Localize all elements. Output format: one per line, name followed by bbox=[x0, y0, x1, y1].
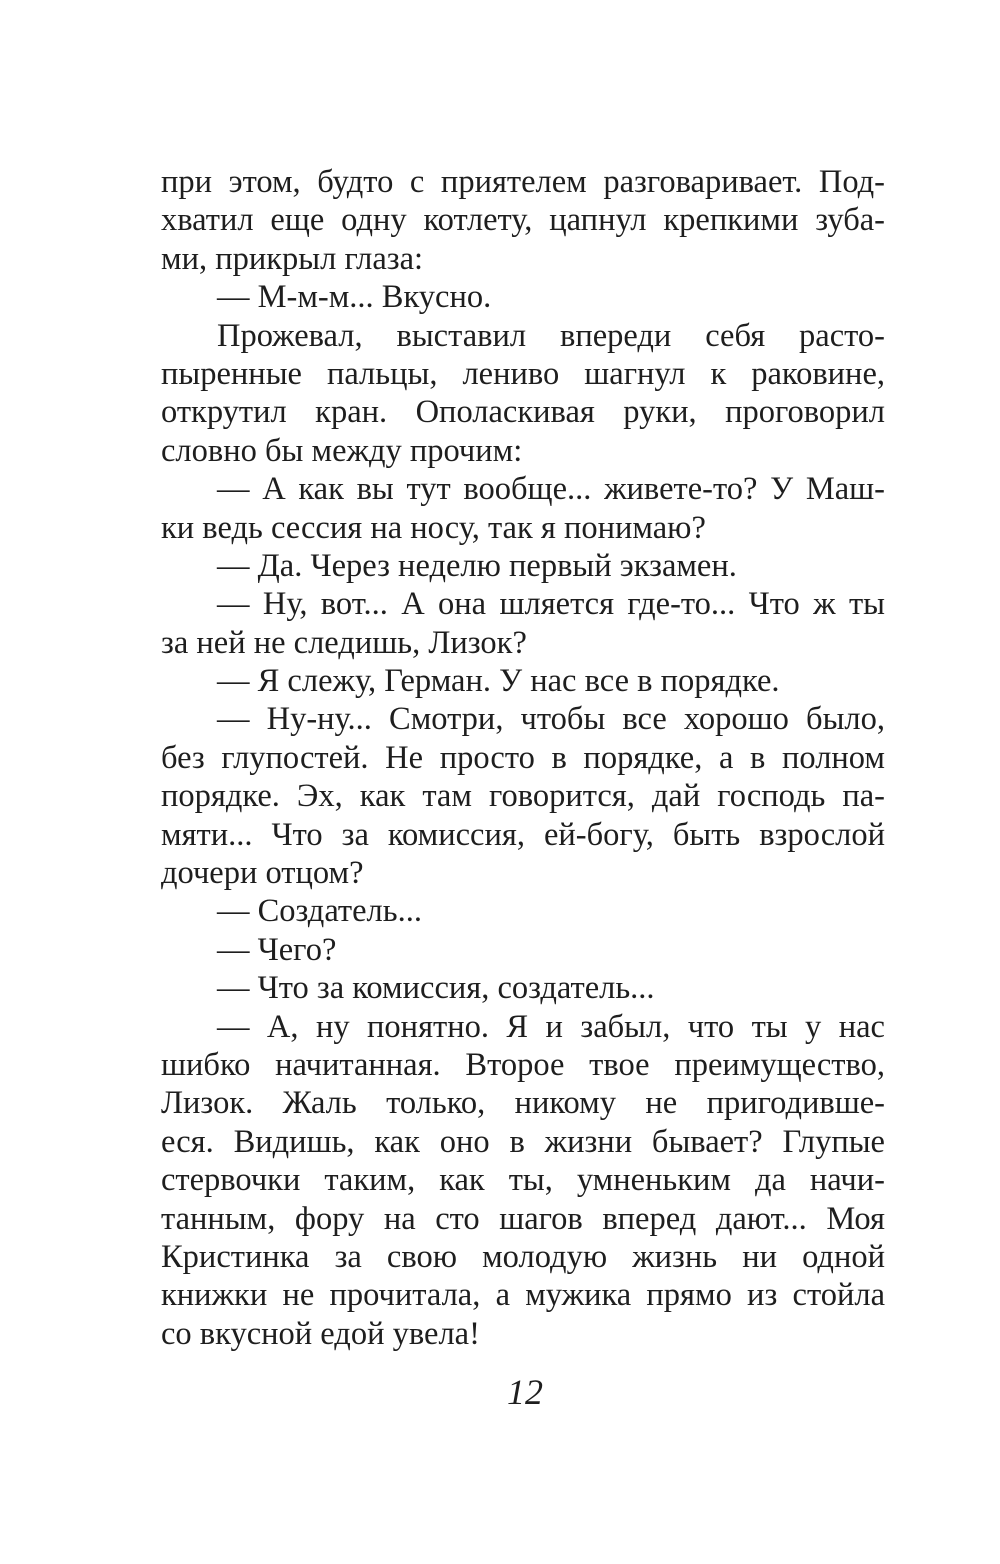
text-line: словно бы между прочим: bbox=[161, 432, 523, 469]
text-line: стервочки таким, как ты, умненьким да начи- bbox=[161, 1162, 885, 1199]
text-line: — Создатель... bbox=[217, 893, 422, 930]
text-line: Прожевал, выставил впереди себя расто- bbox=[217, 317, 885, 354]
text-line: — А как вы тут вообще... живете-то? У Маш- bbox=[217, 471, 885, 508]
text-line: — Ну-ну... Смотри, чтобы все хорошо было, bbox=[217, 701, 885, 738]
text-line: еся. Видишь, как оно в жизни бывает? Глупые bbox=[161, 1123, 885, 1160]
text-line: книжки не прочитала, а мужика прямо из стойла bbox=[161, 1277, 885, 1314]
text-line: ми, прикрыл глаза: bbox=[161, 240, 424, 277]
text-line: пыренные пальцы, лениво шагнул к раковине, bbox=[161, 355, 885, 392]
text-line: порядке. Эх, как там говорится, дай господь па- bbox=[161, 778, 885, 815]
text-line: Кристинка за свою молодую жизнь ни одной bbox=[161, 1238, 885, 1275]
text-line: без глупостей. Не просто в порядке, а в полном bbox=[161, 739, 885, 776]
text-line: — Чего? bbox=[217, 931, 337, 968]
text-line: шибко начитанная. Второе твое преимущество, bbox=[161, 1046, 885, 1083]
body-text bbox=[161, 163, 885, 1353]
text-line: — Да. Через неделю первый экзамен. bbox=[217, 547, 737, 584]
text-line: со вкусной едой увела! bbox=[161, 1315, 480, 1352]
text-line: мяти... Что за комиссия, ей-богу, быть взрослой bbox=[161, 816, 885, 853]
text-line: — Ну, вот... А она шляется где-то... Что ж ты bbox=[217, 586, 885, 623]
text-line: Лизок. Жаль только, никому не пригодивше- bbox=[161, 1085, 885, 1122]
text-line: при этом, будто с приятелем разговаривает. Под- bbox=[161, 164, 885, 200]
text-line: дочери отцом? bbox=[161, 855, 364, 892]
text-line: — М-м-м... Вкусно. bbox=[217, 279, 492, 316]
text-line: — Я слежу, Герман. У нас все в порядке. bbox=[217, 663, 780, 700]
text-line: за ней не следишь, Лизок? bbox=[161, 624, 527, 661]
text-line: — А, ну понятно. Я и забыл, что ты у нас bbox=[217, 1008, 885, 1045]
page-number: 12 bbox=[507, 1372, 543, 1412]
text-line: хватил еще одну котлету, цапнул крепкими зуба- bbox=[161, 202, 885, 239]
text-line: танным, фору на сто шагов вперед дают... Моя bbox=[161, 1200, 885, 1237]
text-line: открутил кран. Ополаскивая руки, проговорил bbox=[161, 394, 885, 431]
text-line: ки ведь сессия на носу, так я понимаю? bbox=[161, 509, 706, 546]
text-line: — Что за комиссия, создатель... bbox=[217, 970, 655, 1007]
